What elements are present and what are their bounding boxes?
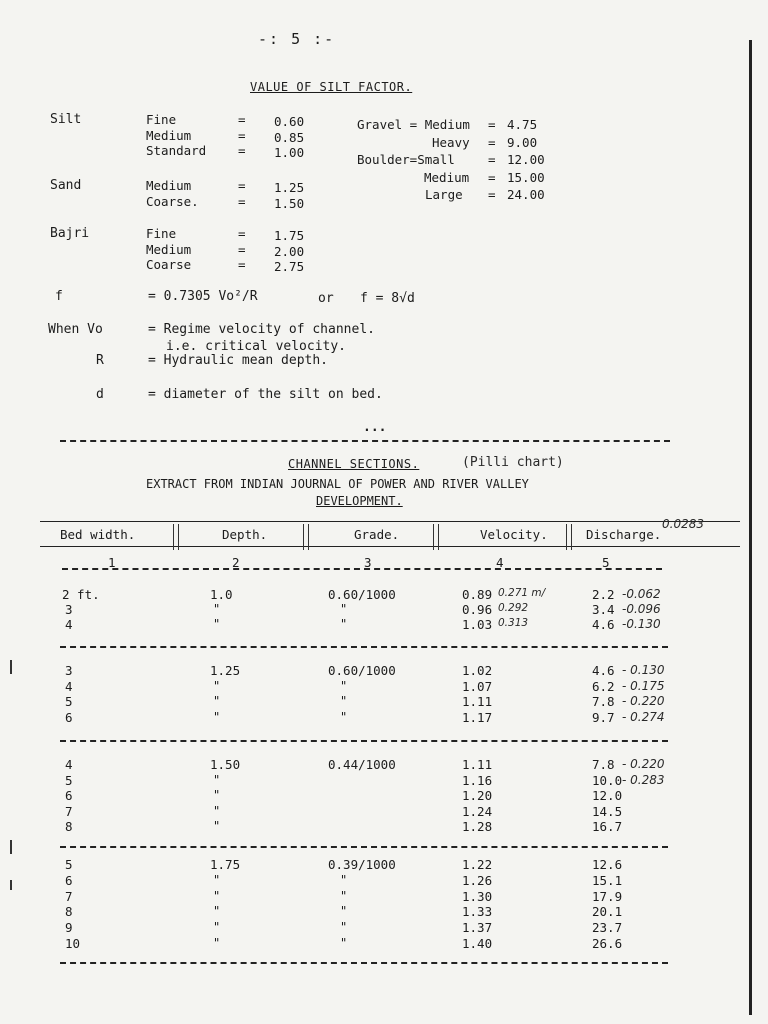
discharge-cell: 4.6 [592,617,615,632]
page-edge-line [749,40,752,1015]
bed-width-cell: 2 ft. [62,587,100,602]
discharge-cell: 9.7 [592,709,615,725]
group-divider [60,846,668,848]
discharge-cell: 7.8 [592,757,615,772]
column-number: 5 [602,555,610,570]
column-separator [303,524,309,550]
velocity-cell: 1.30 [462,888,493,904]
formula-symbol: f [55,289,63,304]
group-divider [60,740,668,742]
equals-sign: = [238,193,246,209]
definition-term: R [96,353,104,368]
silt-grade: Medium [146,241,192,257]
grade-cell: " [340,709,348,724]
equals-sign: = [238,226,246,241]
table-top-rule [40,521,740,522]
margin-mark [10,880,12,890]
depth-cell: " [213,872,221,887]
velocity-cell: 1.03 [462,617,493,632]
equals-sign: = [238,112,246,127]
coarse-material-label: Gravel = Medium [357,117,470,132]
coarse-material-label: Large [425,187,463,202]
coarse-material-value: 4.75 [507,117,538,132]
equals-sign: = [488,169,496,185]
column-number: 4 [496,555,504,570]
section-divider [60,440,670,442]
coarse-material-label: Medium [424,169,470,185]
equals-sign: = [238,143,246,158]
velocity-cell: 1.24 [462,803,493,819]
column-header: Depth. [222,527,268,542]
bed-width-cell: 3 [65,602,73,617]
velocity-cell: 1.28 [462,819,493,834]
silt-grade: Coarse. [146,193,199,209]
depth-cell: " [213,904,221,919]
depth-cell: " [213,936,221,950]
silt-material-label: Silt [50,112,82,127]
grade-cell: " [340,602,348,616]
definition-text: = diameter of the silt on bed. [148,387,383,402]
discharge-note: - 0.130 [622,663,665,677]
silt-grade: Standard [146,143,207,158]
silt-factor-value: 2.75 [274,259,305,274]
discharge-cell: 16.7 [592,819,623,834]
header-handwritten-note: 0.0283 [662,517,704,531]
column-separator [173,524,179,550]
depth-cell: 1.0 [210,587,233,602]
discharge-note: - 0.175 [622,678,665,693]
discharge-cell: 6.2 [592,678,615,694]
silt-factor-title: VALUE OF SILT FACTOR. [250,80,413,94]
grade-cell: " [340,872,348,887]
group-divider [60,962,668,964]
discharge-note: - 0.274 [622,709,665,724]
discharge-cell: 15.1 [592,872,623,888]
ellipsis: ... [363,420,387,435]
bed-width-cell: 7 [65,803,73,819]
column-separator [433,524,439,550]
bed-width-cell: 4 [65,678,73,694]
velocity-note: 0.292 [498,602,529,614]
discharge-cell: 2.2 [592,587,615,602]
silt-factor-value: 0.85 [274,129,305,145]
bed-width-cell: 3 [65,663,73,678]
channel-sections-note: (Pilli chart) [462,455,564,470]
bed-width-cell: 5 [65,694,73,709]
formula-or: or [318,291,334,306]
bed-width-cell: 6 [65,709,73,725]
discharge-cell: 26.6 [592,936,623,951]
grade-cell: 0.39/1000 [328,857,396,872]
grade-cell: 0.60/1000 [328,663,396,678]
grade-cell: " [340,936,348,950]
depth-cell: " [213,678,221,693]
discharge-note: - 0.283 [622,772,665,787]
velocity-cell: 1.11 [462,694,493,709]
coarse-material-value: 15.00 [507,169,545,185]
bed-width-cell: 10 [65,936,81,951]
column-header: Bed width. [60,527,136,542]
bed-width-cell: 5 [65,857,73,872]
silt-grade: Medium [146,127,192,143]
column-number: 2 [232,555,240,570]
velocity-cell: 1.40 [462,936,493,951]
table-header-rule [40,546,740,547]
bed-width-cell: 9 [65,920,73,936]
depth-cell: " [213,617,221,631]
velocity-cell: 1.07 [462,678,493,694]
discharge-cell: 7.8 [592,694,615,709]
grade-cell: " [340,694,348,708]
bed-width-cell: 4 [65,757,73,772]
velocity-cell: 1.16 [462,772,493,788]
velocity-note: 0.271 m/ [498,587,546,599]
grade-cell: " [340,904,348,919]
silt-grade: Fine [146,112,177,127]
discharge-cell: 17.9 [592,888,623,904]
page-number: -: 5 :- [258,30,336,48]
velocity-cell: 0.96 [462,602,493,617]
grade-cell: " [340,920,348,935]
definition-text: = Regime velocity of channel. [148,322,375,337]
column-header: Grade. [354,527,400,542]
depth-cell: 1.50 [210,757,241,772]
equals-sign: = [488,117,496,132]
silt-factor-value: 1.50 [274,195,305,211]
bed-width-cell: 4 [65,617,73,632]
grade-cell: " [340,678,348,693]
depth-cell: 1.75 [210,857,241,872]
silt-factor-value: 2.00 [274,243,305,259]
discharge-cell: 4.6 [592,663,615,678]
silt-material-label: Sand [50,178,82,193]
depth-cell: " [213,788,221,802]
silt-grade: Medium [146,178,192,193]
depth-cell: " [213,819,221,833]
group-divider [60,646,668,648]
grade-cell: 0.60/1000 [328,587,396,602]
bed-width-cell: 6 [65,872,73,888]
silt-factor-value: 1.75 [274,228,305,243]
discharge-note: -0.062 [622,587,661,601]
coarse-material-value: 12.00 [507,152,545,167]
formula-expression-2: f = 8√d [360,291,415,306]
bed-width-cell: 8 [65,904,73,920]
velocity-cell: 1.02 [462,663,493,678]
formula-expression-1: = 0.7305 Vo²/R [148,289,258,304]
depth-cell: " [213,709,221,724]
equals-sign: = [488,134,496,150]
discharge-cell: 20.1 [592,904,623,920]
silt-grade: Coarse [146,257,192,272]
silt-material-label: Bajri [50,226,90,241]
definition-text: = Hydraulic mean depth. [148,353,329,368]
equals-sign: = [238,257,246,272]
silt-factor-value: 1.00 [274,145,305,160]
channel-sections-title: CHANNEL SECTIONS. [288,457,420,471]
margin-mark [10,660,12,674]
discharge-cell: 12.0 [592,788,623,803]
depth-cell: 1.25 [210,663,241,678]
bed-width-cell: 6 [65,788,73,803]
discharge-note: -0.096 [622,602,661,616]
silt-grade: Fine [146,226,177,241]
velocity-cell: 1.17 [462,709,493,725]
margin-mark [10,840,12,854]
velocity-cell: 1.11 [462,757,493,772]
discharge-note: - 0.220 [622,757,665,771]
grade-cell: " [340,617,348,631]
column-header: Discharge. [586,527,662,542]
discharge-cell: 23.7 [592,920,623,936]
coarse-material-label: Heavy [432,134,470,150]
velocity-cell: 1.37 [462,920,493,936]
velocity-cell: 0.89 [462,587,493,602]
discharge-cell: 14.5 [592,803,623,819]
velocity-cell: 1.20 [462,788,493,803]
depth-cell: " [213,920,221,935]
definition-term: When Vo [48,322,103,337]
discharge-cell: 12.6 [592,857,623,872]
coarse-material-value: 24.00 [507,187,545,202]
coarse-material-value: 9.00 [507,134,538,150]
silt-factor-value: 0.60 [274,114,305,129]
depth-cell: " [213,888,221,903]
column-separator [566,524,572,550]
column-number: 1 [108,555,116,570]
discharge-note: -0.130 [622,617,661,631]
bed-width-cell: 7 [65,888,73,904]
extract-line-2: DEVELOPMENT. [316,494,403,508]
column-header: Velocity. [480,527,548,542]
velocity-cell: 1.33 [462,904,493,920]
extract-line-1: EXTRACT FROM INDIAN JOURNAL OF POWER AND RIVER VALLEY [146,477,529,491]
equals-sign: = [238,178,246,193]
velocity-cell: 1.26 [462,872,493,888]
depth-cell: " [213,602,221,616]
grade-cell: 0.44/1000 [328,757,396,772]
coarse-material-label: Boulder=Small [357,152,455,167]
velocity-cell: 1.22 [462,857,493,872]
discharge-cell: 10.0 [592,772,623,788]
definition-text: i.e. critical velocity. [166,339,347,354]
equals-sign: = [488,152,496,167]
bed-width-cell: 5 [65,772,73,788]
discharge-cell: 3.4 [592,602,615,617]
equals-sign: = [238,127,246,143]
silt-factor-value: 1.25 [274,180,305,195]
velocity-note: 0.313 [498,617,529,629]
grade-cell: " [340,888,348,903]
equals-sign: = [488,187,496,202]
bed-width-cell: 8 [65,819,73,834]
definition-term: d [96,387,104,402]
depth-cell: " [213,803,221,818]
column-number-divider [62,568,662,570]
column-number: 3 [364,555,372,570]
depth-cell: " [213,772,221,787]
depth-cell: " [213,694,221,708]
equals-sign: = [238,241,246,257]
discharge-note: - 0.220 [622,694,665,708]
